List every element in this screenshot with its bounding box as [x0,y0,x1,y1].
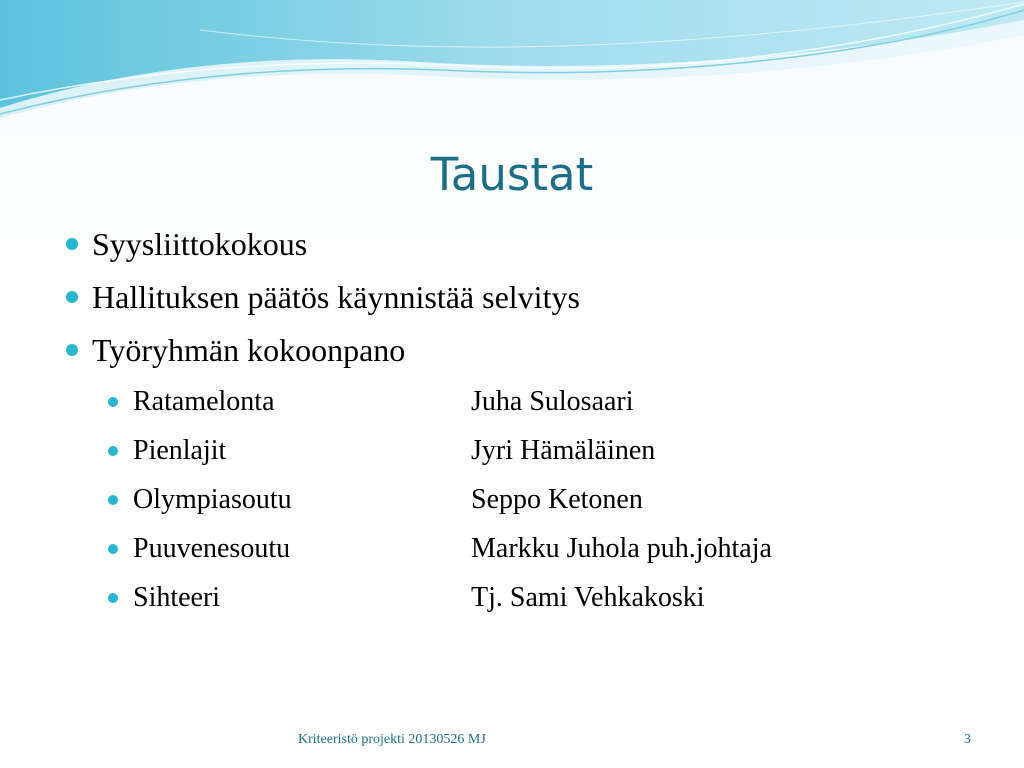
sub-bullet-icon [108,446,118,456]
member-name: Tj. Sami Vehkakoski [471,582,705,613]
member-name: Markku Juhola puh.johtaja [471,533,772,564]
member-role: Ratamelonta [133,386,275,417]
member-name: Jyri Hämäläinen [471,435,656,466]
header-wave-decoration [0,0,1024,130]
member-role: Pienlajit [133,435,227,466]
bullet-text: Työryhmän kokoonpano [92,332,406,368]
bullet-icon [66,344,78,356]
member-role: Sihteeri [133,582,221,613]
slide-title: Taustat [430,148,594,201]
sub-bullet-icon [108,397,118,407]
sub-bullet-icon [108,544,118,554]
sub-bullet-icon [108,495,118,505]
bullet-text: Hallituksen päätös käynnistää selvitys [92,279,580,315]
member-name: Seppo Ketonen [471,484,643,515]
member-role: Puuvenesoutu [133,533,291,564]
slide-footer: Kriteeristö projekti 20130526 MJ [298,732,486,747]
bullet-icon [66,238,78,250]
member-role: Olympiasoutu [133,484,292,515]
bullet-icon [66,291,78,303]
sub-bullet-icon [108,593,118,603]
member-name: Juha Sulosaari [471,386,634,417]
bullet-text: Syysliittokokous [92,226,308,262]
slide-number: 3 [964,732,971,747]
